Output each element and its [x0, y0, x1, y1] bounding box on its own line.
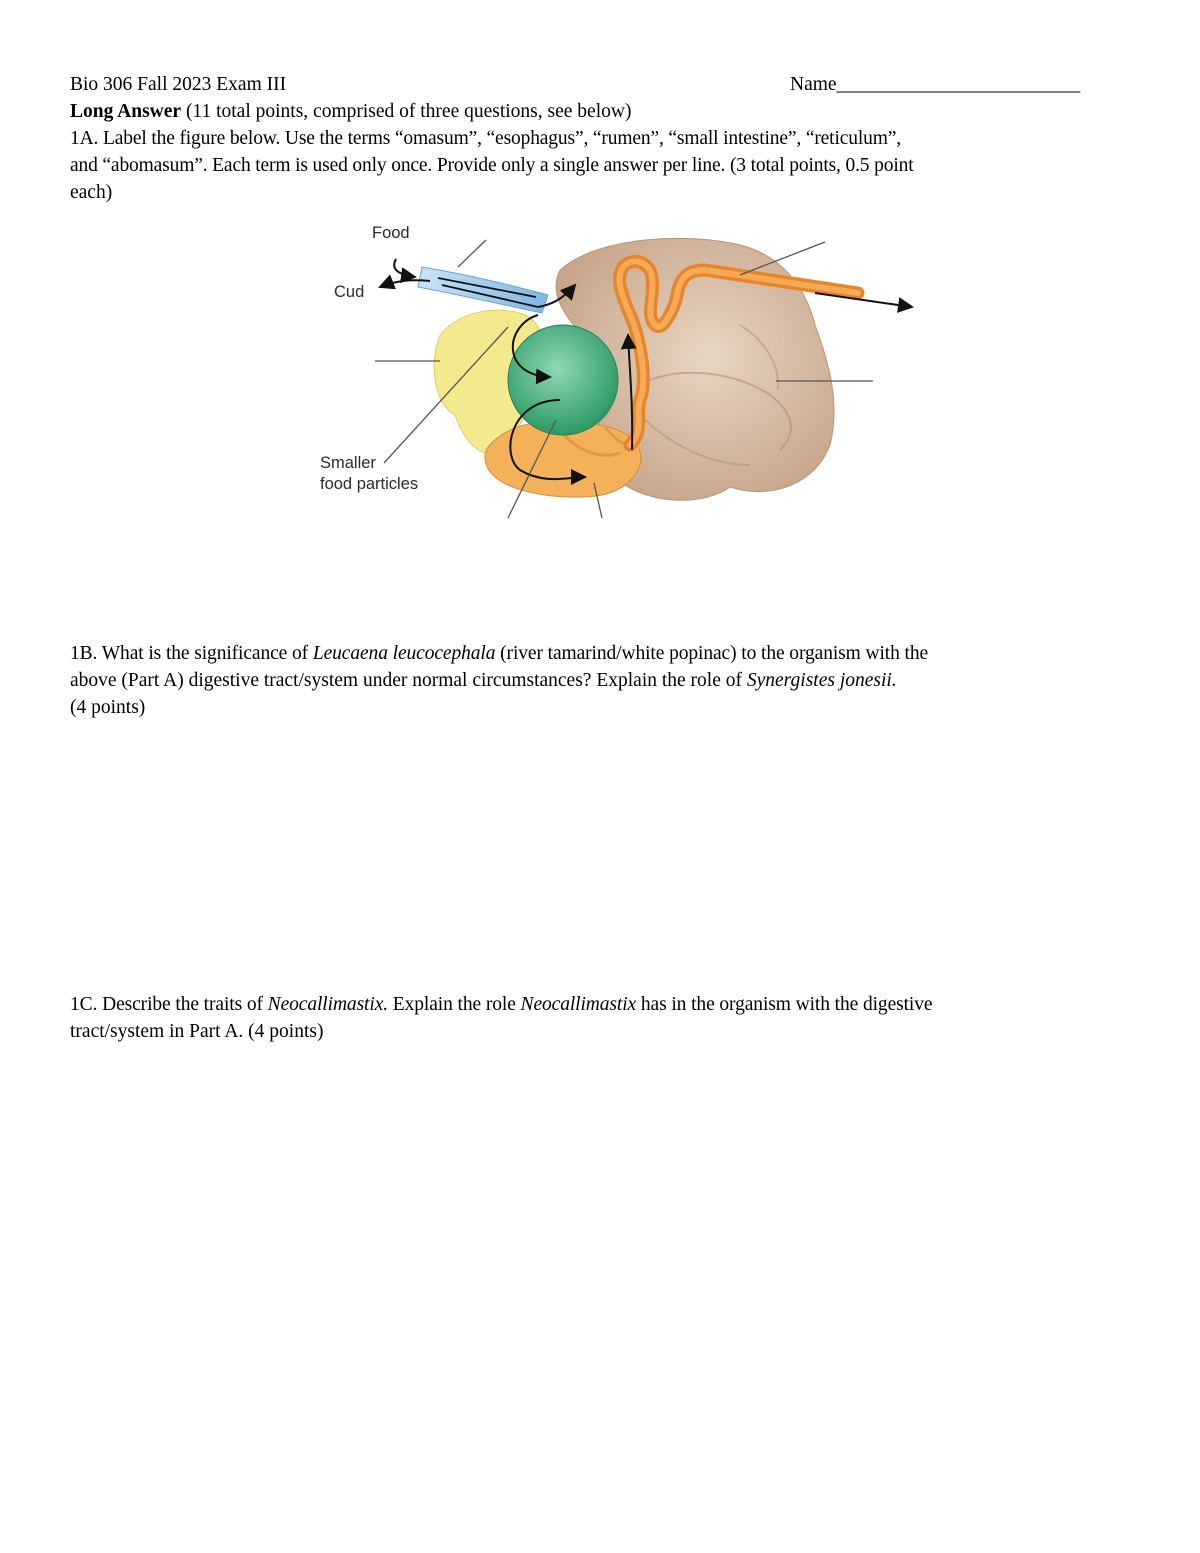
q1b-line3: (4 points): [70, 697, 146, 718]
section-subtitle: (11 total points, comprised of three questions, see below): [185, 101, 632, 122]
q1c-species-1: Neocallimastix.: [267, 994, 389, 1015]
q1b-line2: [70, 668, 897, 694]
q1b-text-a: 1B. What is the significance of: [70, 643, 313, 664]
q1a-line2: and “abomasum”. Each term is used only once. Provide only a single answer per line. (3 total points, 0.5 point: [70, 155, 914, 176]
q1b-species-synergistes: Synergistes jonesii.: [746, 670, 897, 691]
label-food-particles: food particles: [320, 475, 419, 493]
q1c-line2: tract/system in Part A. (4 points): [70, 1021, 324, 1042]
name-field[interactable]: Name_________________________: [790, 74, 1081, 95]
section-heading: [70, 99, 631, 125]
esophagus-shape: [418, 267, 548, 313]
label-food: Food: [372, 224, 410, 242]
leader-esophagus: [458, 240, 486, 267]
exam-title: Bio 306 Fall 2023 Exam III: [70, 74, 287, 95]
q1b-text-b: (river tamarind/white popinac) to the organism with the: [495, 643, 929, 664]
q1c-text-a: 1C. Describe the traits of: [70, 994, 268, 1015]
label-cud: Cud: [334, 283, 365, 301]
q1a-line3: each): [70, 182, 113, 203]
label-smaller: Smaller: [320, 454, 376, 472]
q1b-text-c: above (Part A) digestive tract/system under normal circumstances? Explain the role of: [70, 670, 747, 691]
section-title: Long Answer: [70, 101, 182, 122]
ruminant-stomach-figure: [310, 215, 920, 525]
q1b-line1: [70, 641, 928, 667]
q1c-text-c: has in the organism with the digestive: [636, 994, 933, 1015]
q1c-line1: [70, 992, 932, 1018]
q1b-species-leucaena: Leucaena leucocephala: [312, 643, 496, 664]
q1c-species-2: Neocallimastix: [520, 994, 637, 1015]
omasum-shape: [508, 325, 618, 435]
q1c-text-b: Explain the role: [388, 994, 521, 1015]
q1a-line1: 1A. Label the figure below. Use the terms “omasum”, “esophagus”, “rumen”, “small intestine”, “reticulum”,: [70, 128, 901, 149]
